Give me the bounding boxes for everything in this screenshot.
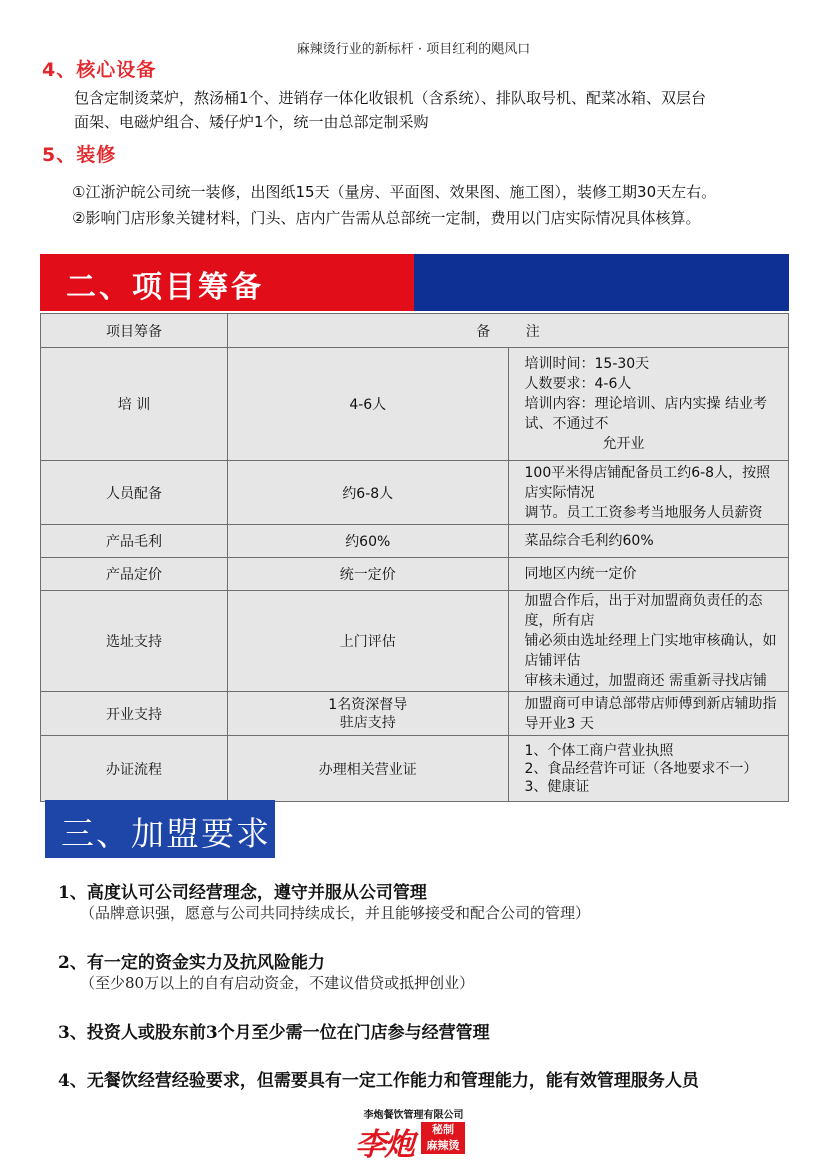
- requirement-title: 2、有一定的资金实力及抗风险能力: [58, 953, 325, 973]
- row-value: 4-6人: [228, 348, 509, 461]
- table-row: [41, 591, 789, 692]
- row-value: 办理相关营业证: [228, 736, 509, 802]
- logo-main-text: 李炮: [355, 1127, 413, 1163]
- equipment-text-line1: 包含定制烫菜炉，熬汤桶1个、进销存一体化收银机（含系统）、排队取号机、配菜冰箱、双层台: [74, 89, 707, 107]
- table-row: [41, 736, 789, 802]
- row-value: 上门评估: [228, 591, 509, 692]
- row-value: 约60%: [228, 525, 509, 558]
- row-notes: 加盟合作后，出于对加盟商负责任的态度，所有店 铺必须由选址经理上门实地审核确认，如店铺评估 审核未通过，加盟商还 需重新寻找店铺: [508, 591, 789, 692]
- table-row: [41, 525, 789, 558]
- row-notes: 菜品综合毛利约60%: [508, 525, 789, 558]
- requirement-note: （至少80万以上的自有启动资金，不建议借贷或抵押创业）: [80, 974, 475, 992]
- row-item: 产品毛利: [41, 525, 228, 558]
- row-item: 开业支持: [41, 692, 228, 736]
- row-item: 人员配备: [41, 461, 228, 525]
- row-value: 约6-8人: [228, 461, 509, 525]
- page-header: 麻辣烫行业的新标杆 · 项目红利的飓风口: [296, 42, 531, 57]
- table-header-row: [41, 314, 789, 348]
- row-value: 1名资深督导 驻店支持: [228, 692, 509, 736]
- requirement-title: 3、投资人或股东前3个月至少需一位在门店参与经营管理: [58, 1023, 490, 1043]
- project-prep-table: [40, 313, 789, 802]
- decoration-text-line2: ②影响门店形象关键材料，门头、店内广告需从总部统一定制，费用以门店实际情况具体核算。: [72, 209, 701, 227]
- company-name: 李炮餐饮管理有限公司: [363, 1110, 464, 1121]
- banner-blue-block: [414, 254, 789, 311]
- requirement-title: 1、高度认可公司经营理念，遵守并服从公司管理: [58, 883, 427, 903]
- row-notes: 100平米得店铺配备员工约6-8人，按照店实际情况 调节。员工工资参考当地服务人员薪资: [508, 461, 789, 525]
- row-item: 培 训: [41, 348, 228, 461]
- decoration-text-line1: ①江浙沪皖公司统一装修，出图纸15天（量房、平面图、效果图、施工图），装修工期30天左右。: [72, 183, 717, 201]
- banner-title: 二、项目筹备: [66, 270, 264, 305]
- table-row: [41, 461, 789, 525]
- row-value: 统一定价: [228, 558, 509, 591]
- banner-title: 三、加盟要求: [61, 814, 271, 853]
- table-row: [41, 348, 789, 461]
- row-item: 办证流程: [41, 736, 228, 802]
- row-notes: 培训时间：15-30天 人数要求：4-6人 培训内容：理论培训、店内实操 结业考试、不通过不 允开业: [508, 348, 789, 461]
- project-prep-banner: [40, 254, 789, 311]
- brand-logo: [355, 1119, 471, 1163]
- section-title-equipment: 4、核心设备: [42, 59, 157, 81]
- requirement-title: 4、无餐饮经营经验要求，但需要具有一定工作能力和管理能力，能有效管理服务人员: [58, 1071, 699, 1091]
- table-row: [41, 558, 789, 591]
- requirement-note: （品牌意识强，愿意与公司共同持续成长，并且能够接受和配合公司的管理）: [80, 904, 591, 922]
- logo-tag: 秘制 麻辣烫: [421, 1122, 465, 1154]
- section-title-decoration: 5、装修: [42, 144, 117, 166]
- equipment-text-line2: 面架、电磁炉组合、矮仔炉1个，统一由总部定制采购: [74, 113, 429, 131]
- row-item: 选址支持: [41, 591, 228, 692]
- table-header-notes: 备 注: [228, 314, 789, 348]
- row-notes: 1、个体工商户营业执照 2、食品经营许可证（各地要求不一） 3、健康证: [508, 736, 789, 802]
- row-notes: 同地区内统一定价: [508, 558, 789, 591]
- row-notes: 加盟商可申请总部带店师傅到新店辅助指导开业3 天: [508, 692, 789, 736]
- table-row: [41, 692, 789, 736]
- table-header-item: 项目筹备: [41, 314, 228, 348]
- row-item: 产品定价: [41, 558, 228, 591]
- franchise-requirements-banner: [45, 800, 275, 858]
